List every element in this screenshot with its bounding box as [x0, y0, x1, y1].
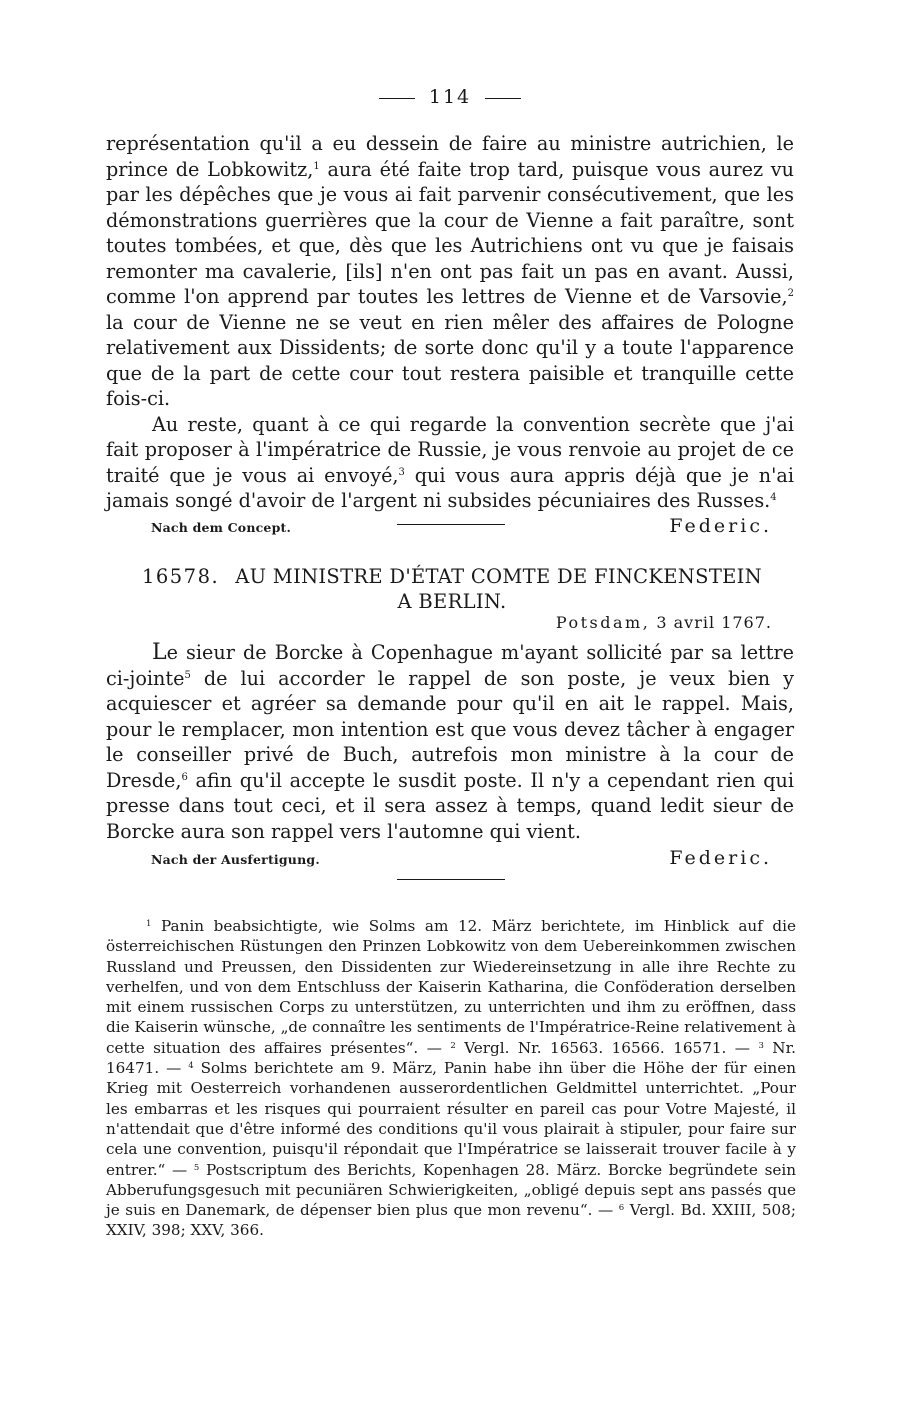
section-divider: [397, 524, 505, 525]
page-number-dash-right: [485, 98, 521, 99]
text-run: afin qu'il accepte le susdit poste. Il n'y a cependant rien qui presse dans tout ceci, et il sera assez à temps, quand ledit sieur de Borcke aura son rappel vers l'automne qui vient.: [106, 768, 794, 843]
signature: Federic.: [669, 847, 772, 869]
source-note: Nach dem Concept.: [151, 519, 292, 535]
page-number-value: 114: [428, 86, 472, 108]
letter-heading-line-1: [120, 564, 784, 589]
footnote-marker-3: 3: [758, 1040, 764, 1051]
footnote-ref-2: 2: [787, 288, 794, 299]
dateline-place: Potsdam,: [555, 613, 651, 632]
letter-body: [106, 640, 794, 869]
footnote-marker-4: 4: [188, 1061, 194, 1072]
footnote-6: Vergl. Bd. XXIII, 508; XXIV, 398; XXV, 366.: [106, 1201, 796, 1240]
footnote-marker-1: 1: [146, 919, 152, 929]
letter-addressee: AU MINISTRE D'ÉTAT COMTE DE FINCKENSTEIN: [235, 565, 763, 588]
letter-closing: [106, 847, 794, 869]
previous-letter: [106, 131, 794, 537]
previous-letter-closing: [106, 515, 794, 537]
footnotes: [106, 916, 796, 1241]
text-run: représentation qu'il a eu dessein de faire au ministre autrichien, le prince de Lobkowitz,: [106, 132, 794, 181]
previous-letter-paragraph-2: [106, 412, 794, 514]
footnote-4: Solms berichtete am 9. März, Panin habe ihn über die Höhe der für einen Krieg mit Oesterreich vorhandenen ausserordentlichen Geldmittel unterrichtet. „Pour les embarras et les risques qui pourraient résulter en pareil cas pour Votre Majesté, il n'attendait que d'être informé des conditions qu'il vous plairait à stipuler, pour faire sur cela une convention, puisqu'il répondait que l'Impératrice se laisserait trouver facile à y entrer.“ —: [106, 1059, 796, 1179]
page-number: [0, 86, 900, 108]
letter-heading: [120, 564, 784, 614]
dateline-date: 3 avril 1767.: [656, 613, 772, 632]
page-number-dash-left: [379, 98, 415, 99]
letter-heading-line-2: A BERLIN.: [397, 590, 507, 613]
previous-letter-paragraph-1: [106, 131, 794, 412]
text-run: de lui accorder le rappel de son poste, je veux bien y acquiescer et agréer sa demande pour qu'il en ait le rappel. Mais, pour le remplacer, mon intention est que vous devez tâcher à engager le conseiller privé de Buch, autrefois mon ministre à la cour de Dresde,: [106, 666, 794, 792]
text-run: aura été faite trop tard, puisque vous aurez vu par les dépêches que je vous ai fait parvenir consécutivement, que les démonstrations guerrières que la cour de Vienne a fait paraître, sont toutes tombées, et que, dès que les Autrichiens ont vu que je faisais remonter ma cavalerie, [ils] n'en ont pas fait un pas en avant. Aussi, comme l'on apprend par toutes les lettres de Vienne et de Varsovie,: [106, 157, 795, 308]
footnote-marker-6: 6: [618, 1203, 625, 1214]
text-run: la cour de Vienne ne se veut en rien mêler des affaires de Pologne relativement aux Dissidents; de sorte donc qu'il y a toute l'apparence que de la part de cette cour tout restera paisible et tranquille cette fois-ci.: [106, 310, 794, 410]
footnote-5: Postscriptum des Berichts, Kopenhagen 28. März. Borcke begründete sein Abberufungsgesuch mit pecuniären Schwierigkeiten, „obligé depuis sept ans passés que je suis en Danemark, de dépenser bien plus que mon revenu“. —: [106, 1160, 796, 1220]
initial-letter: L: [152, 640, 167, 665]
footnote-ref-5: 5: [184, 669, 191, 681]
text-run: Au reste, quant à ce qui regarde la convention secrète que j'ai fait proposer à l'impératrice de Russie, je vous renvoie au projet de ce traité que je vous ai envoyé,: [106, 412, 794, 487]
footnote-ref-4: 4: [770, 492, 777, 503]
letter-number: 16578.: [141, 565, 220, 588]
footnote-ref-3: 3: [398, 466, 405, 478]
footnote-ref-1: 1: [313, 160, 320, 172]
footnote-ref-6: 6: [181, 771, 188, 783]
source-note: Nach der Ausfertigung.: [151, 852, 320, 867]
signature: Federic.: [669, 514, 772, 537]
footnote-1: Panin beabsichtigte, wie Solms am 12. März berichtete, im Hinblick auf die österreichischen Rüstungen den Prinzen Lobkowitz von dem Uebereinkommen zwischen Russland und Preussen, den Dissidenten zur Wiedereinsetzung in alle ihre Rechte zu verhelfen, und von dem Entschluss der Kaiserin Katharina, die Conföderation derselben mit einem russischen Corps zu unterstützen, zu unterrichten und ihm zu eröffnen, dass die Kaiserin wünsche, „de connaître les sentiments de l'Impératrice-Reine relativement à cette situation des affaires présentes“. —: [106, 917, 796, 1057]
letter-body-paragraph: [106, 640, 794, 844]
text-run: e sieur de Borcke à Copenhague m'ayant sollicité par sa lettre ci-jointe: [106, 641, 794, 690]
footnote-3: Nr. 16471. —: [106, 1038, 797, 1078]
footnote-marker-2: 2: [450, 1040, 456, 1051]
footnotes-text: [106, 916, 796, 1241]
footnote-divider: [397, 879, 505, 880]
footnote-2: Vergl. Nr. 16563. 16566. 16571. —: [455, 1038, 750, 1057]
footnote-marker-5: 5: [193, 1162, 200, 1173]
letter-dateline: [556, 613, 772, 632]
text-run: qui vous aura appris déjà que je n'ai jamais songé d'avoir de l'argent ni subsides pécuniaires des Russes.: [106, 463, 794, 512]
